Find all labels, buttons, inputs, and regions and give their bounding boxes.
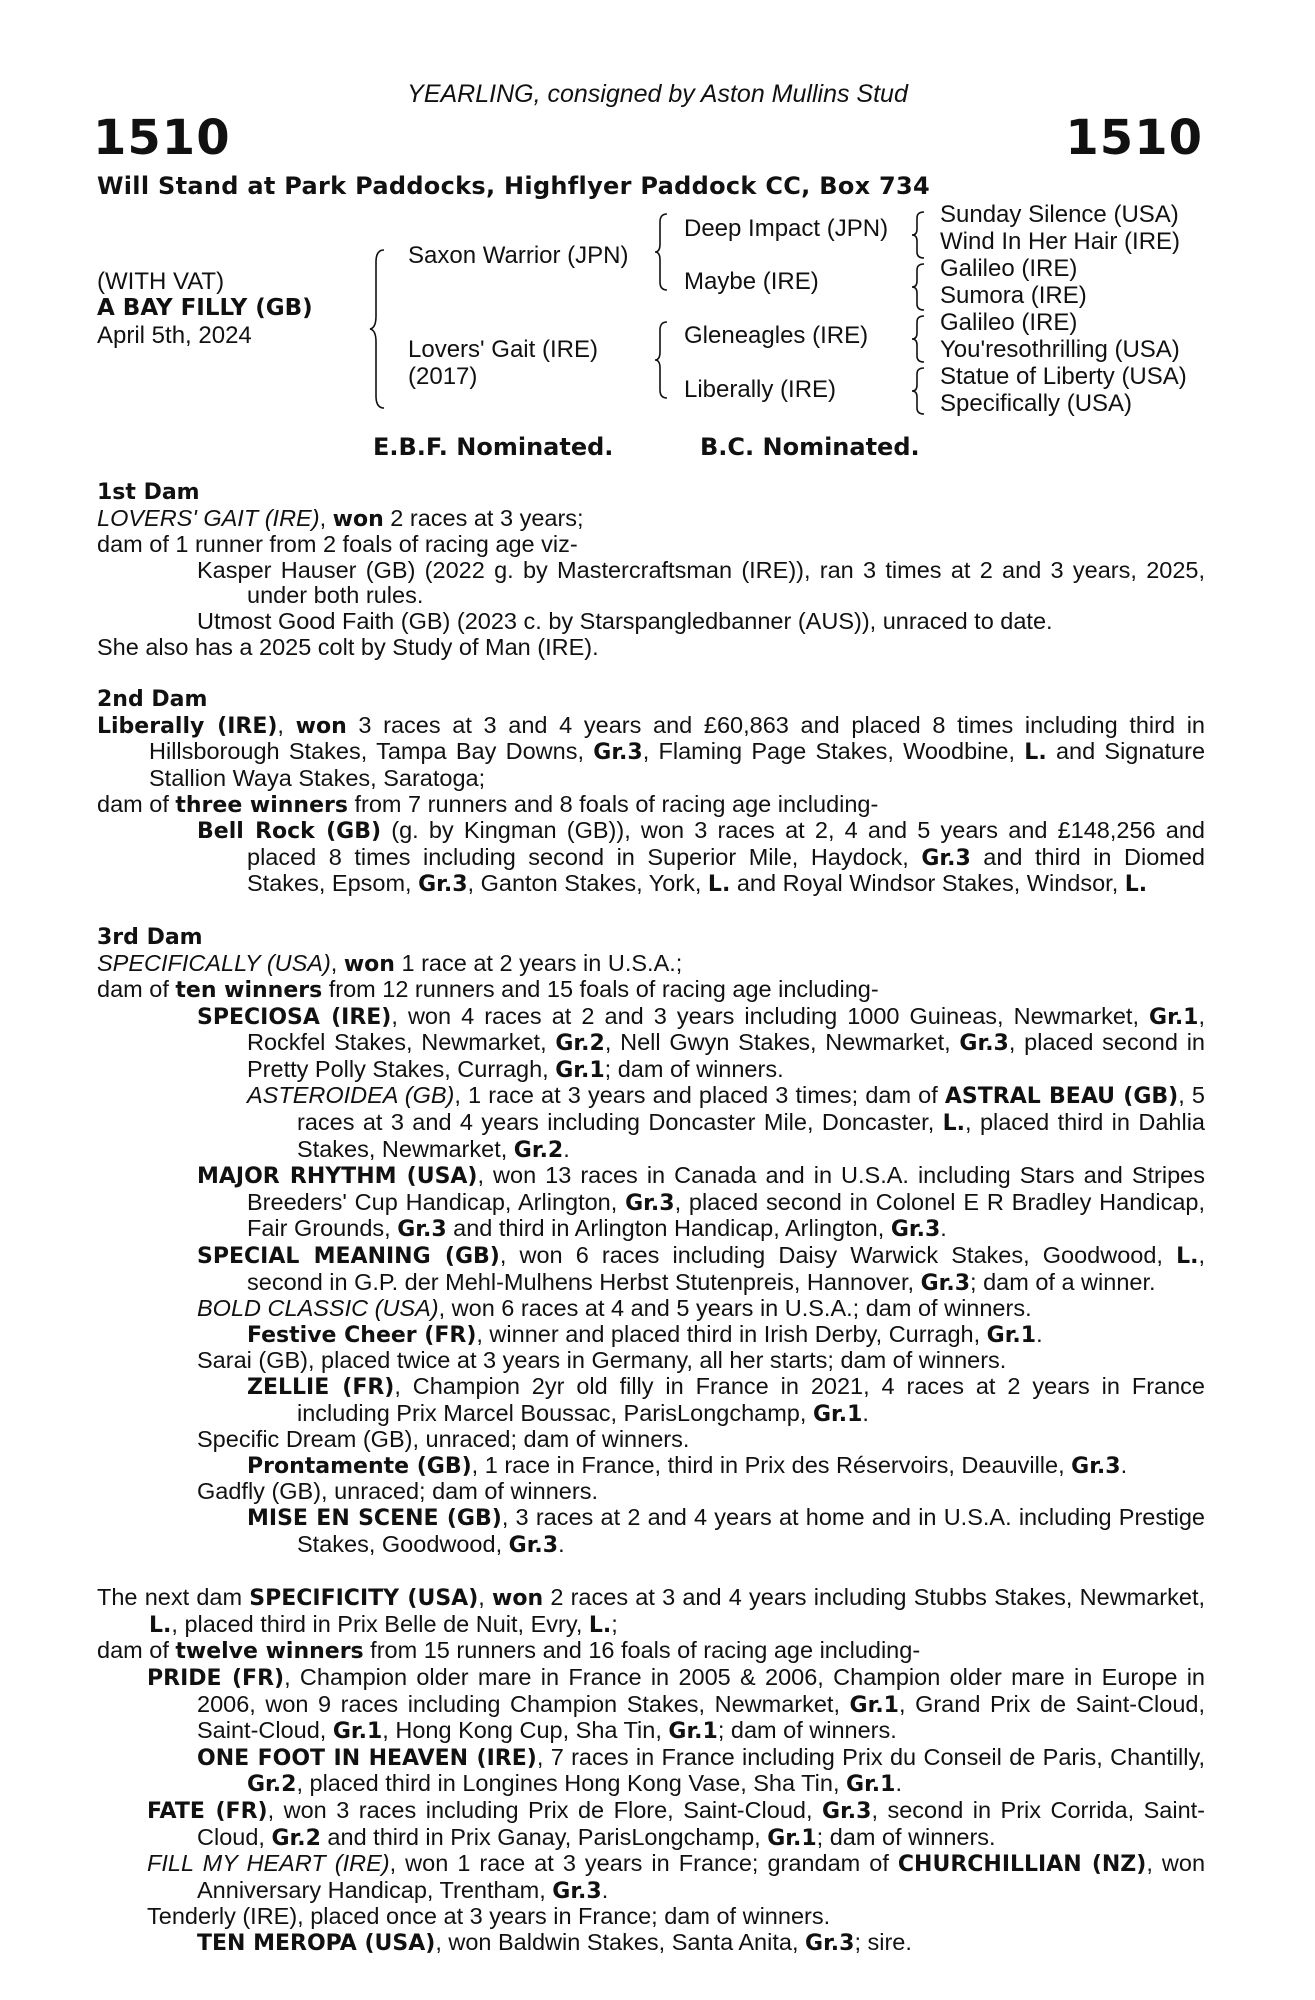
sale-subtitle: YEARLING, consigned by Aston Mullins Stud (407, 80, 908, 108)
second-dam-record: Liberally (IRE), won 3 races at 3 and 4 years and £60,863 and placed 8 times including third in Hillsborough Stakes, Tampa Bay Downs, Gr.3, Flaming Page Stakes, Woodbine, L. and Signature Stallion Waya Stakes, Saratoga; (97, 711, 1206, 791)
foaling-date: April 5th, 2024 (97, 322, 252, 349)
stabling-location: Will Stand at Park Paddocks, Highflyer Paddock CC, Box 734 (97, 172, 931, 200)
first-dam-produce-summary: dam of 1 runner from 2 foals of racing age viz- (97, 531, 578, 558)
dam-sire-dam: You'resothrilling (USA) (940, 336, 1180, 363)
second-dam-heading: 2nd Dam (97, 687, 208, 713)
first-dam-record: LOVERS' GAIT (IRE), won 2 races at 3 years; (97, 504, 584, 532)
produce-entry: Sarai (GB), placed twice at 3 years in Germany, all her starts; dam of winners. (197, 1347, 1007, 1374)
produce-entry: MAJOR RHYTHM (USA), won 13 races in Canada and in U.S.A. including Stars and Stripes Breeders' Cup Handicap, Arlington, Gr.3, placed second in Colonel E R Bradley Handicap, Fair Grounds, Gr.3 and third in Arlington Handicap, Arlington, Gr.3. (197, 1162, 1205, 1243)
produce-entry: MISE EN SCENE (GB), 3 races at 2 and 4 years at home and in U.S.A. including Prestige Stakes, Goodwood, Gr.3. (247, 1503, 1206, 1558)
produce-entry: Kasper Hauser (GB) (2022 g. by Mastercraftsman (IRE)), ran 3 times at 2 and 3 years, 2025, under both rules. (197, 556, 1205, 609)
produce-entry: SPECIOSA (IRE), won 4 races at 2 and 3 years including 1000 Guineas, Newmarket, Gr.1, Rockfel Stakes, Newmarket, Gr.2, Nell Gwyn Stakes, Newmarket, Gr.3, placed second in Pretty Polly Stakes, Curragh, Gr.1; dam of winners. (197, 1002, 1206, 1083)
produce-entry: Specific Dream (GB), unraced; dam of winners. (197, 1426, 690, 1453)
produce-entry: She also has a 2025 colt by Study of Man (IRE). (97, 633, 599, 660)
sire-sire: Deep Impact (JPN) (684, 215, 889, 242)
produce-entry: Tenderly (IRE), placed once at 3 years in France; dam of winners. (147, 1903, 831, 1930)
dam-year: (2017) (408, 363, 478, 390)
third-dam-produce-summary: dam of ten winners from 12 runners and 15 foals of racing age including- (97, 976, 879, 1004)
dam-sire: Gleneagles (IRE) (684, 322, 869, 349)
produce-entry: ONE FOOT IN HEAVEN (IRE), 7 races in France including Prix du Conseil de Paris, Chantilly, Gr.2, placed third in Longines Hong Kong Vase, Sha Tin, Gr.1. (197, 1743, 1206, 1798)
pedigree-bracket-dd (912, 366, 928, 416)
sire-dam: Maybe (IRE) (684, 268, 819, 295)
produce-entry: ASTEROIDEA (GB), 1 race at 3 years and placed 3 times; dam of ASTRAL BEAU (GB), 5 races at 3 and 4 years including Doncaster Mile, Doncaster, L., placed third in Dahlia Stakes, Newmarket, Gr.2. (247, 1082, 1205, 1163)
catalogue-body (97, 480, 1205, 1956)
bc-nomination: B.C. Nominated. (700, 433, 920, 461)
produce-entry: BOLD CLASSIC (USA), won 6 races at 4 and 5 years in U.S.A.; dam of winners. (197, 1295, 1032, 1322)
third-dam-record: SPECIFICALLY (USA), won 1 race at 2 years in U.S.A.; (97, 949, 683, 977)
dam-name: Lovers' Gait (IRE) (408, 336, 598, 363)
pedigree-bracket-sd (912, 262, 928, 312)
dam-dam-dam: Specifically (USA) (940, 390, 1133, 417)
lot-number-right: 1510 (1065, 110, 1203, 166)
produce-entry: PRIDE (FR), Champion older mare in France in 2005 & 2006, Champion older mare in Europe in 2006, won 9 races including Champion Stakes, Newmarket, Gr.1, Grand Prix de Saint-Cloud, Saint-Cloud, Gr.1, Hong Kong Cup, Sha Tin, Gr.1; dam of winners. (147, 1663, 1205, 1745)
produce-entry: TEN MEROPA (USA), won Baldwin Stakes, Santa Anita, Gr.3; sire. (197, 1928, 912, 1956)
sire-dam-dam: Sumora (IRE) (940, 282, 1087, 309)
pedigree-bracket-ds (912, 314, 928, 364)
produce-entry: Utmost Good Faith (GB) (2023 c. by Starspangledbanner (AUS)), unraced to date. (197, 607, 1053, 634)
pedigree-bracket-ss (912, 210, 928, 260)
dam-sire-sire: Galileo (IRE) (940, 309, 1078, 336)
sire-sire-sire: Sunday Silence (USA) (940, 201, 1179, 228)
produce-entry: Bell Rock (GB) (g. by Kingman (GB)), won 3 races at 2, 4 and 5 years and £148,256 and placed 8 times including second in Superior Mile, Haydock, Gr.3 and third in Diomed Stakes, Epsom, Gr.3, Ganton Stakes, York, L. and Royal Windsor Stakes, Windsor, L. (197, 817, 1205, 898)
fourth-dam-produce-summary: dam of twelve winners from 15 runners and 16 foals of racing age including- (97, 1637, 921, 1665)
horse-name: A BAY FILLY (GB) (97, 295, 313, 321)
second-dam-produce-summary: dam of three winners from 7 runners and 8 foals of racing age including- (97, 790, 879, 818)
ebf-nomination: E.B.F. Nominated. (373, 433, 614, 461)
produce-entry: Prontamente (GB), 1 race in France, third in Prix des Réservoirs, Deauville, Gr.3. (247, 1451, 1128, 1479)
sire-name: Saxon Warrior (JPN) (408, 242, 629, 269)
produce-entry: Festive Cheer (FR), winner and placed third in Irish Derby, Curragh, Gr.1. (247, 1320, 1043, 1348)
produce-entry: Gadfly (GB), unraced; dam of winners. (197, 1478, 598, 1505)
produce-entry: FILL MY HEART (IRE), won 1 race at 3 years in France; grandam of CHURCHILLIAN (NZ), won Anniversary Handicap, Trentham, Gr.3. (147, 1850, 1206, 1904)
vat-note: (WITH VAT) (97, 268, 225, 295)
pedigree-bracket-main (370, 248, 390, 410)
lot-number-left: 1510 (93, 110, 231, 166)
pedigree-bracket-dam (655, 320, 671, 400)
pedigree-bracket-sire (655, 212, 671, 292)
produce-entry: ZELLIE (FR), Champion 2yr old filly in France in 2021, 4 races at 2 years in France including Prix Marcel Boussac, ParisLongchamp, Gr.1. (247, 1373, 1206, 1427)
sire-dam-sire: Galileo (IRE) (940, 255, 1078, 282)
produce-entry: FATE (FR), won 3 races including Prix de Flore, Saint-Cloud, Gr.3, second in Prix Corrida, Saint-Cloud, Gr.2 and third in Prix Ganay, ParisLongchamp, Gr.1; dam of winners. (147, 1796, 1205, 1851)
first-dam-heading: 1st Dam (97, 480, 200, 505)
dam-dam: Liberally (IRE) (684, 376, 837, 403)
third-dam-heading: 3rd Dam (97, 924, 203, 950)
sire-sire-dam: Wind In Her Hair (IRE) (940, 228, 1181, 255)
produce-entry: SPECIAL MEANING (GB), won 6 races including Daisy Warwick Stakes, Goodwood, L., second in G.P. der Mehl-Mulhens Herbst Stutenpreis, Hannover, Gr.3; dam of a winner. (197, 1242, 1205, 1296)
dam-dam-sire: Statue of Liberty (USA) (940, 363, 1187, 390)
fourth-dam-record: The next dam SPECIFICITY (USA), won 2 races at 3 and 4 years including Stubbs Stakes, Newmarket, L., placed third in Prix Belle de Nuit, Evry, L.; (97, 1584, 1206, 1638)
